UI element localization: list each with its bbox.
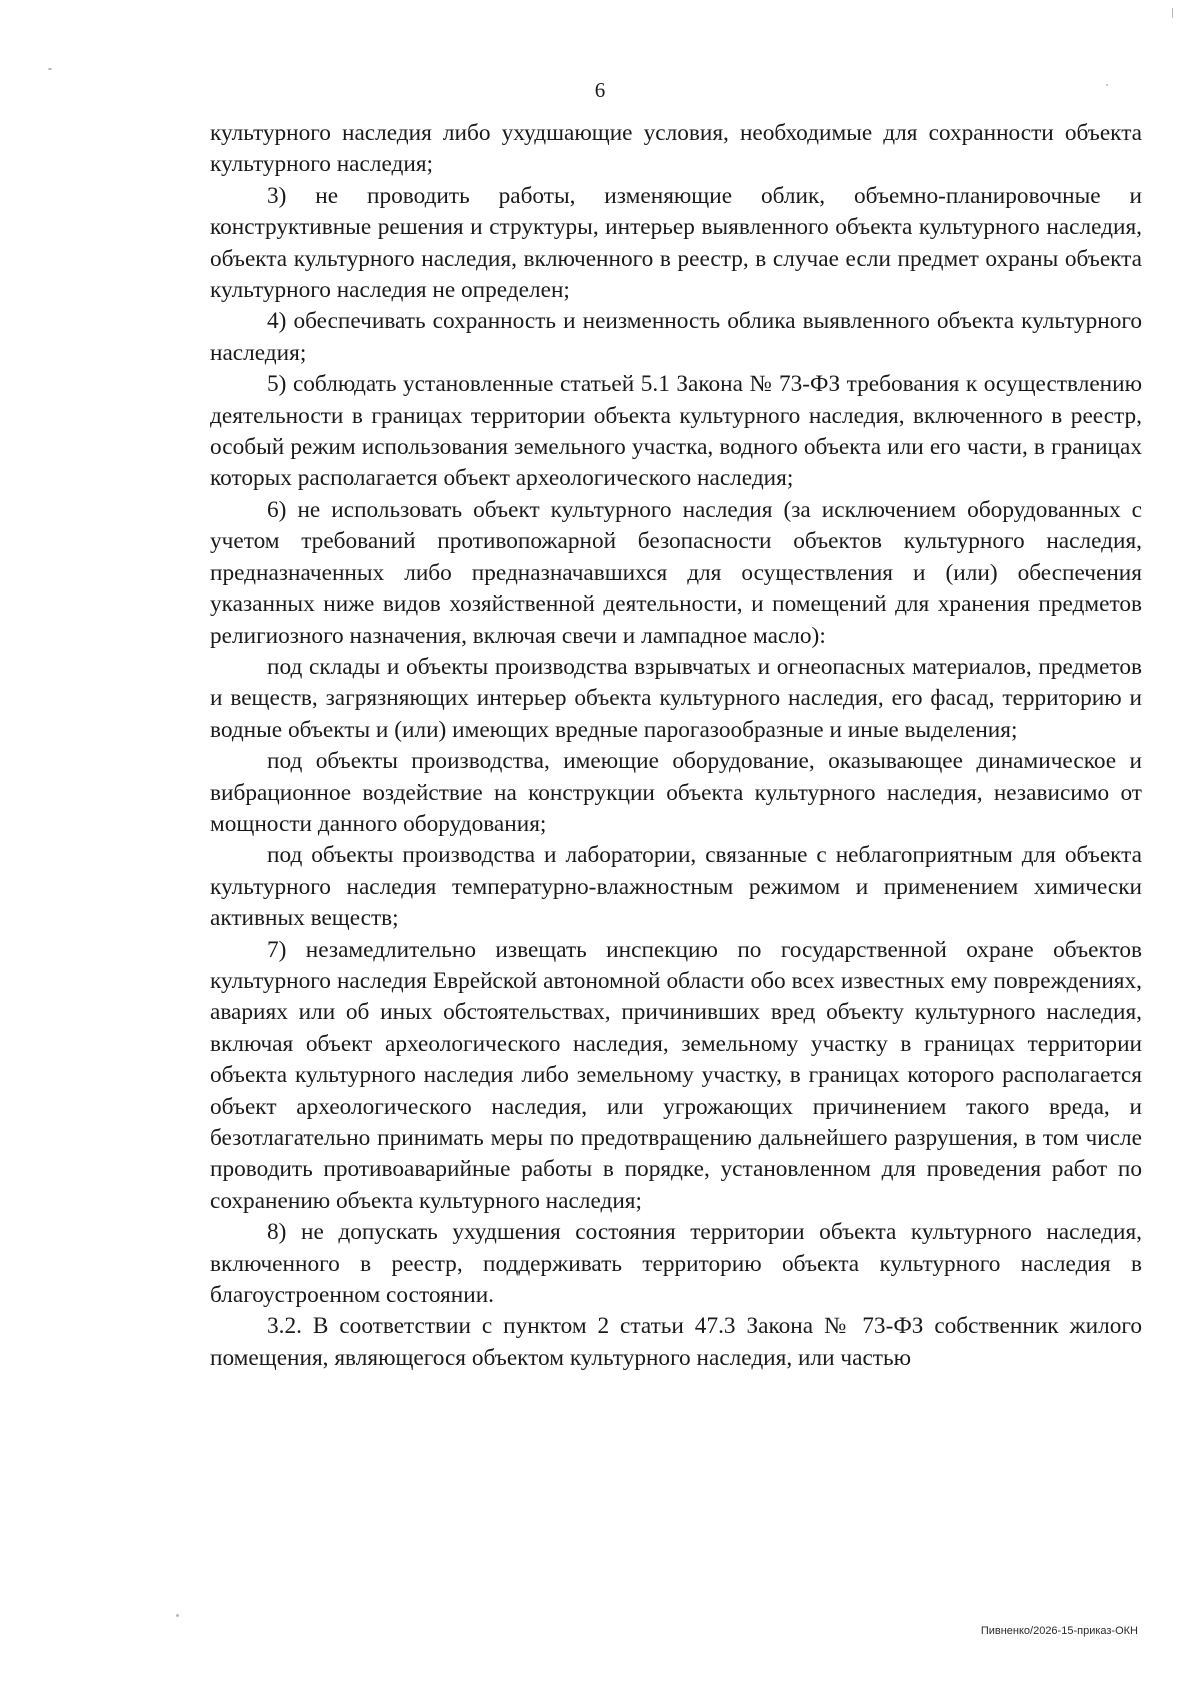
paragraph-item-8: 8) не допускать ухудшения состояния территории объекта культурного наследия, включенного в реестр, поддерживать территорию объекта культурного наследия в благоустроенном состоянии. — [210, 1219, 1142, 1309]
document-reference: Пивненко/2026-15-приказ-ОКН — [980, 1625, 1138, 1637]
paragraph-item-5: 5) соблюдать установленные статьей 5.1 Закона № 73-ФЗ требования к осуществлению деятельности в границах территории объекта культурного наследия, включенного в реестр, особый режим использования земельного участка, водного объекта или его части, в границах которых располагается объект археологического наследия; — [210, 371, 1142, 492]
page-number: 6 — [594, 78, 606, 102]
scan-speck — [48, 68, 52, 70]
paragraph-item-6: 6) не использовать объект культурного наследия (за исключением оборудованных с учетом требований противопожарной безопасности объектов культурного наследия, предназначенных либо предназначавшихся для осуществления и (или) обеспечения указанных ниже видов хозяйственной деятельности, и помещений для хранения предметов религиозного назначения, включая свечи и лампадное масло): — [210, 496, 1142, 649]
paragraph-subitem-warehouses: под склады и объекты производства взрывчатых и огнеопасных материалов, предметов и веществ, загрязняющих интерьер объекта культурного наследия, его фасад, территорию и водные объекты и (или) имеющих вредные парогазообразные и иные выделения; — [210, 653, 1142, 743]
scan-speck — [176, 1614, 179, 1617]
scan-speck — [1172, 8, 1173, 18]
paragraph-item-3: 3) не проводить работы, изменяющие облик, объемно-планировочные и конструктивные решения и структуры, интерьер выявленного объекта культурного наследия, объекта культурного наследия, включенного в реестр, в случае если предмет охраны объекта культурного наследия не определен; — [210, 182, 1142, 304]
document-body — [210, 118, 1142, 1374]
paragraph-subitem-laboratories: под объекты производства и лаборатории, связанные с неблагоприятным для объекта культурного наследия температурно-влажностным режимом и применением химически активных веществ; — [210, 842, 1142, 932]
paragraph-item-7: 7) незамедлительно извещать инспекцию по государственной охране объектов культурного наследия Еврейской автономной области обо всех известных ему повреждениях, авариях или об иных обстоятельствах, причинивших вред объекту культурного наследия, включая объект археологического наследия, земельному участку в границах территории объекта культурного наследия либо земельному участку, в границах которого располагается объект археологического наследия, или угрожающих причинением такого вреда, и безотлагательно принимать меры по предотвращению дальнейшего разрушения, в том числе проводить противоаварийные работы в порядке, установленном для проведения работ по сохранению объекта культурного наследия; — [210, 936, 1142, 1214]
paragraph-section-3-2: 3.2. В соответствии с пунктом 2 статьи 47.3 Закона № 73-ФЗ собственник жилого помещения, являющегося объектом культурного наследия, или частью — [210, 1313, 1142, 1371]
paragraph-item-4: 4) обеспечивать сохранность и неизменность облика выявленного объекта культурного наследия; — [210, 308, 1142, 366]
paragraph-subitem-production: под объекты производства, имеющие оборудование, оказывающее динамическое и вибрационное воздействие на конструкции объекта культурного наследия, независимо от мощности данного оборудования; — [210, 748, 1142, 837]
paragraph-continuation: культурного наследия либо ухудшающие условия, необходимые для сохранности объекта культурного наследия; — [210, 120, 1142, 178]
